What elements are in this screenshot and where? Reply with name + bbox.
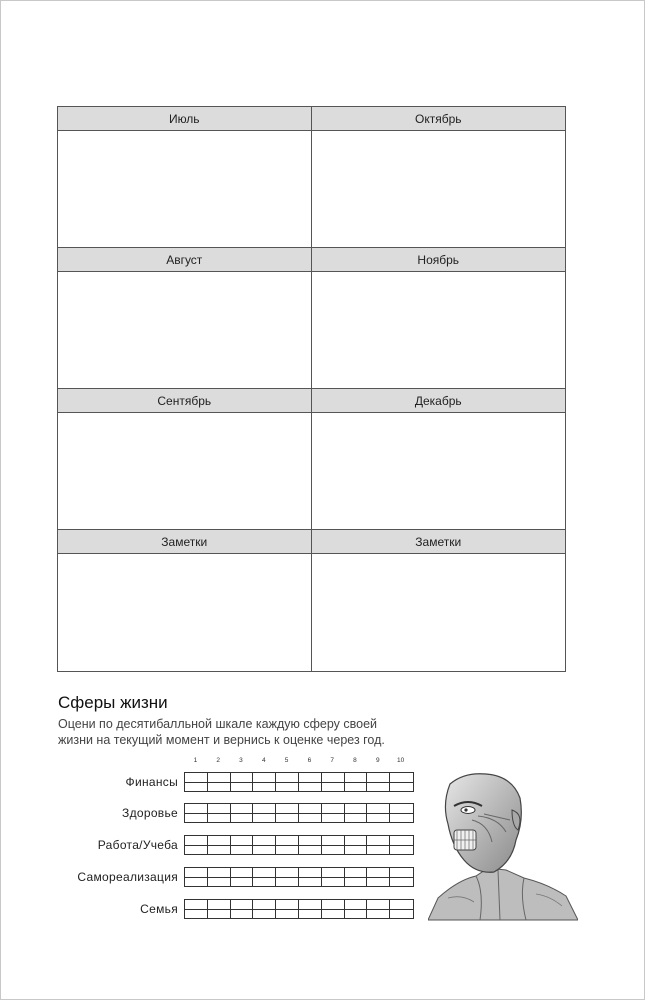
rating-box[interactable]	[367, 900, 390, 918]
month-notes-area[interactable]	[58, 131, 311, 247]
rating-box[interactable]	[231, 868, 254, 886]
rating-box[interactable]	[231, 773, 254, 791]
rating-row-finance	[58, 771, 414, 793]
rating-box[interactable]	[253, 900, 276, 918]
rating-box[interactable]	[367, 836, 390, 854]
rating-box[interactable]	[345, 868, 368, 886]
scale-number: 8	[353, 757, 357, 764]
rating-row-work-study	[58, 834, 414, 856]
rating-box[interactable]	[276, 900, 299, 918]
rating-row-health	[58, 802, 414, 824]
notes-area[interactable]	[58, 554, 311, 671]
rating-box[interactable]	[185, 773, 208, 791]
rating-label: Здоровье	[122, 806, 178, 820]
rating-box[interactable]	[367, 773, 390, 791]
spheres-description	[58, 716, 418, 748]
rating-box[interactable]	[185, 804, 208, 822]
rating-box[interactable]	[276, 868, 299, 886]
scale-number: 6	[307, 757, 312, 764]
rating-box[interactable]	[345, 836, 368, 854]
rating-box[interactable]	[322, 836, 345, 854]
rating-box[interactable]	[390, 773, 413, 791]
rating-box[interactable]	[390, 868, 413, 886]
month-header: Сентябрь	[58, 389, 311, 413]
scale-number: 9	[375, 757, 380, 764]
rating-box[interactable]	[253, 836, 276, 854]
rating-box[interactable]	[390, 836, 413, 854]
notes-cell-left	[58, 530, 312, 671]
notes-header: Заметки	[312, 530, 566, 554]
month-planner-grid	[57, 106, 566, 672]
rating-box[interactable]	[299, 836, 322, 854]
scale-number: 7	[330, 757, 334, 764]
description-line: Оцени по десятибалльной шкале каждую сферу своей	[58, 717, 378, 731]
scale-number: 3	[239, 757, 243, 764]
rating-box[interactable]	[345, 773, 368, 791]
rating-box[interactable]	[276, 836, 299, 854]
rating-box[interactable]	[299, 773, 322, 791]
description-line: жизни на текущий момент и вернись к оценке через год.	[58, 733, 385, 747]
rating-box[interactable]	[390, 804, 413, 822]
rating-box[interactable]	[208, 900, 231, 918]
notes-header: Заметки	[58, 530, 311, 554]
month-cell-july	[58, 107, 312, 248]
rating-box[interactable]	[185, 868, 208, 886]
rating-box[interactable]	[322, 900, 345, 918]
month-header: Октябрь	[312, 107, 566, 131]
rating-label: Финансы	[125, 775, 178, 789]
rating-label: Самореализация	[77, 870, 178, 884]
rating-box[interactable]	[367, 868, 390, 886]
rating-boxes	[184, 803, 414, 823]
rating-box[interactable]	[390, 900, 413, 918]
month-cell-november	[312, 248, 566, 389]
rating-boxes	[184, 867, 414, 887]
month-header: Август	[58, 248, 311, 272]
month-notes-area[interactable]	[58, 272, 311, 388]
rating-box[interactable]	[322, 804, 345, 822]
rating-row-self-realization	[58, 866, 414, 888]
rating-boxes	[184, 899, 414, 919]
scale-number: 1	[193, 757, 198, 764]
month-notes-area[interactable]	[58, 413, 311, 529]
month-header: Июль	[58, 107, 311, 131]
notes-cell-right	[312, 530, 566, 671]
month-notes-area[interactable]	[312, 272, 566, 388]
notes-area[interactable]	[312, 554, 566, 671]
month-header: Ноябрь	[312, 248, 566, 272]
rating-row-family	[58, 898, 414, 920]
rating-box[interactable]	[367, 804, 390, 822]
rating-box[interactable]	[208, 868, 231, 886]
scale-number: 2	[216, 757, 220, 764]
rating-label: Семья	[140, 902, 178, 916]
rating-boxes	[184, 772, 414, 792]
spheres-title: Сферы жизни	[58, 693, 168, 712]
rating-box[interactable]	[322, 773, 345, 791]
scale-number: 10	[396, 757, 405, 764]
month-notes-area[interactable]	[312, 413, 566, 529]
month-header: Декабрь	[312, 389, 566, 413]
rating-box[interactable]	[299, 804, 322, 822]
rating-box[interactable]	[276, 773, 299, 791]
rating-boxes	[184, 835, 414, 855]
scale-number: 4	[261, 757, 266, 764]
rating-box[interactable]	[208, 804, 231, 822]
rating-box[interactable]	[208, 773, 231, 791]
rating-box[interactable]	[231, 836, 254, 854]
month-cell-august	[58, 248, 312, 389]
rating-box[interactable]	[299, 900, 322, 918]
month-notes-area[interactable]	[312, 131, 566, 247]
rating-box[interactable]	[231, 804, 254, 822]
rating-box[interactable]	[253, 804, 276, 822]
rating-box[interactable]	[345, 804, 368, 822]
titan-illustration	[428, 770, 578, 922]
rating-box[interactable]	[253, 868, 276, 886]
rating-box[interactable]	[231, 900, 254, 918]
rating-box[interactable]	[276, 804, 299, 822]
month-cell-september	[58, 389, 312, 530]
rating-scale	[184, 757, 412, 764]
month-cell-december	[312, 389, 566, 530]
rating-label: Работа/Учеба	[97, 838, 178, 852]
rating-box[interactable]	[185, 900, 208, 918]
rating-box[interactable]	[299, 868, 322, 886]
month-cell-october	[312, 107, 566, 248]
rating-box[interactable]	[185, 836, 208, 854]
rating-box[interactable]	[322, 868, 345, 886]
rating-box[interactable]	[208, 836, 231, 854]
rating-box[interactable]	[345, 900, 368, 918]
scale-number: 5	[284, 757, 289, 764]
rating-box[interactable]	[253, 773, 276, 791]
